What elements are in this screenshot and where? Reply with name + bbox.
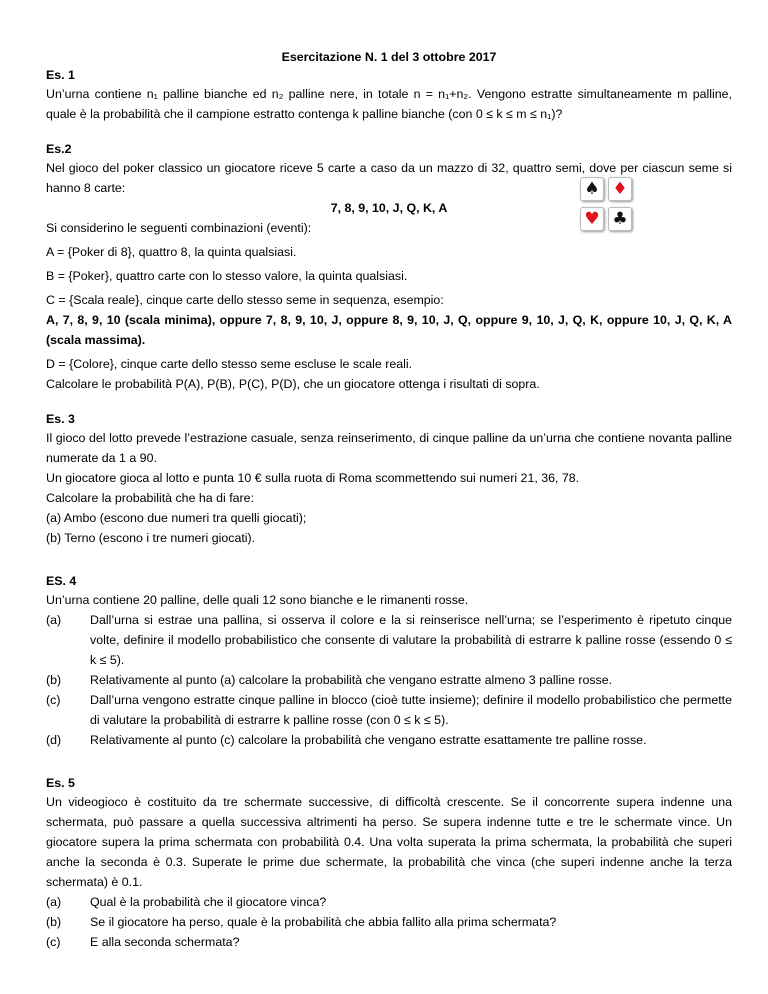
- es3-text2: Un giocatore gioca al lotto e punta 10 € sulla ruota di Roma scommettendo sui numeri 21, 36, 78.: [46, 471, 580, 485]
- es3-item-b: (b) Terno (escono i tre numeri giocati).: [46, 531, 256, 545]
- document-page: [46, 50, 732, 952]
- card-suits-image: [580, 177, 636, 233]
- spade-icon: ♠: [580, 177, 604, 201]
- item-label: (a): [46, 613, 62, 627]
- es4-item: [46, 670, 732, 690]
- es1-heading: Es. 1: [46, 68, 75, 82]
- es2-event-c: C = {Scala reale}, cinque carte dello stesso seme in sequenza, esempio:: [46, 293, 444, 307]
- es4-item: [46, 690, 732, 730]
- es5-item: [46, 892, 732, 912]
- es3-item-a: (a) Ambo (escono due numeri tra quelli giocati);: [46, 511, 307, 525]
- es2-event-b: B = {Poker}, quattro carte con lo stesso valore, la quinta qualsiasi.: [46, 269, 408, 283]
- item-label: (c): [46, 935, 61, 949]
- item-text: Qual è la probabilità che il giocatore vinca?: [90, 895, 327, 909]
- es2-event-a: A = {Poker di 8}, quattro 8, la quinta qualsiasi.: [46, 245, 297, 259]
- es5-item: [46, 912, 732, 932]
- item-text: Se il giocatore ha perso, quale è la probabilità che abbia fallito alla prima schermata?: [90, 915, 557, 929]
- es2-heading: Es.2: [46, 142, 72, 156]
- es3-heading: Es. 3: [46, 412, 75, 426]
- diamond-icon: ♦: [608, 177, 632, 201]
- item-text: Relativamente al punto (c) calcolare la probabilità che vengano estratte esattamente tre palline rosse.: [90, 733, 647, 747]
- es2-question: Calcolare le probabilità P(A), P(B), P(C), P(D), che un giocatore ottenga i risultati di sopra.: [46, 377, 540, 391]
- es3-text1: Il gioco del lotto prevede l’estrazione casuale, senza reinserimento, di cinque palline da un’urna che contiene novanta palline numerate da 1 a 90.: [46, 431, 732, 465]
- es2-event-d: D = {Colore}, cinque carte dello stesso seme escluse le scale reali.: [46, 357, 413, 371]
- es1-text: Un’urna contiene n₁ palline bianche ed n₂ palline nere, in totale n = n₁+n₂. Vengono estratte simultaneamente m palline, quale è la probabilità che il campione estratto contenga k palline bianche (con 0 ≤ k ≤ m ≤ n₁)?: [46, 87, 732, 121]
- item-label: (c): [46, 693, 61, 707]
- document-title: Esercitazione N. 1 del 3 ottobre 2017: [281, 50, 497, 64]
- item-label: (b): [46, 915, 62, 929]
- item-text: Dall’urna si estrae una pallina, si osserva il colore e la si reinserisce nell’urna; se l’esperimento è ripetuto cinque volte, definire il modello probabilistico che consente di valutare la probabilità di estrarre k palline rosse (essendo 0 ≤ k ≤ 5).: [90, 613, 732, 667]
- es5-item: [46, 932, 732, 952]
- item-label: (d): [46, 733, 62, 747]
- item-text: Dall’urna vengono estratte cinque palline in blocco (cioè tutte insieme); definire il modello probabilistico che permette di valutare la probabilità di estrarre k palline rosse (con 0 ≤ k ≤ 5).: [90, 693, 732, 727]
- item-label: (b): [46, 673, 62, 687]
- heart-icon: ♥: [580, 207, 604, 231]
- es2-intro: Nel gioco del poker classico un giocatore riceve 5 carte a caso da un mazzo di 32, quattro semi, dove per ciascun seme si hanno 8 carte:: [46, 161, 732, 195]
- es2-events-intro: Si considerino le seguenti combinazioni (eventi):: [46, 221, 312, 235]
- es4-intro: Un’urna contiene 20 palline, delle quali 12 sono bianche e le rimanenti rosse.: [46, 593, 469, 607]
- es4-item: [46, 610, 732, 670]
- item-text: E alla seconda schermata?: [90, 935, 240, 949]
- item-label: (a): [46, 895, 62, 909]
- es5-text: Un videogioco è costituito da tre schermate successive, di difficoltà crescente. Se il concorrente supera indenne una schermata, può passare a quella successiva altrimenti ha perso. Se supera indenne tutte e tre le schermate vince. Un giocatore supera la prima schermata con probabilità 0.4. Una volta superata la prima schermata, la probabilità che superi anche la seconda è 0.3. Superate le prime due schermate, la probabilità che vinca (che superi indenne anche la terza schermata) è 0.1.: [46, 795, 732, 889]
- es4-heading: ES. 4: [46, 574, 77, 588]
- item-text: Relativamente al punto (a) calcolare la probabilità che vengano estratte almeno 3 palline rosse.: [90, 673, 613, 687]
- es5-heading: Es. 5: [46, 776, 75, 790]
- es3-text3: Calcolare la probabilità che ha di fare:: [46, 491, 255, 505]
- es2-event-c-examples: A, 7, 8, 9, 10 (scala minima), oppure 7, 8, 9, 10, J, oppure 8, 9, 10, J, Q, oppure 9, 10, J, Q, K, oppure 10, J, Q, K, A (scala massima).: [46, 313, 732, 347]
- es2-cards-list: 7, 8, 9, 10, J, Q, K, A: [330, 201, 448, 215]
- es4-item: [46, 730, 732, 750]
- club-icon: ♣: [608, 207, 632, 231]
